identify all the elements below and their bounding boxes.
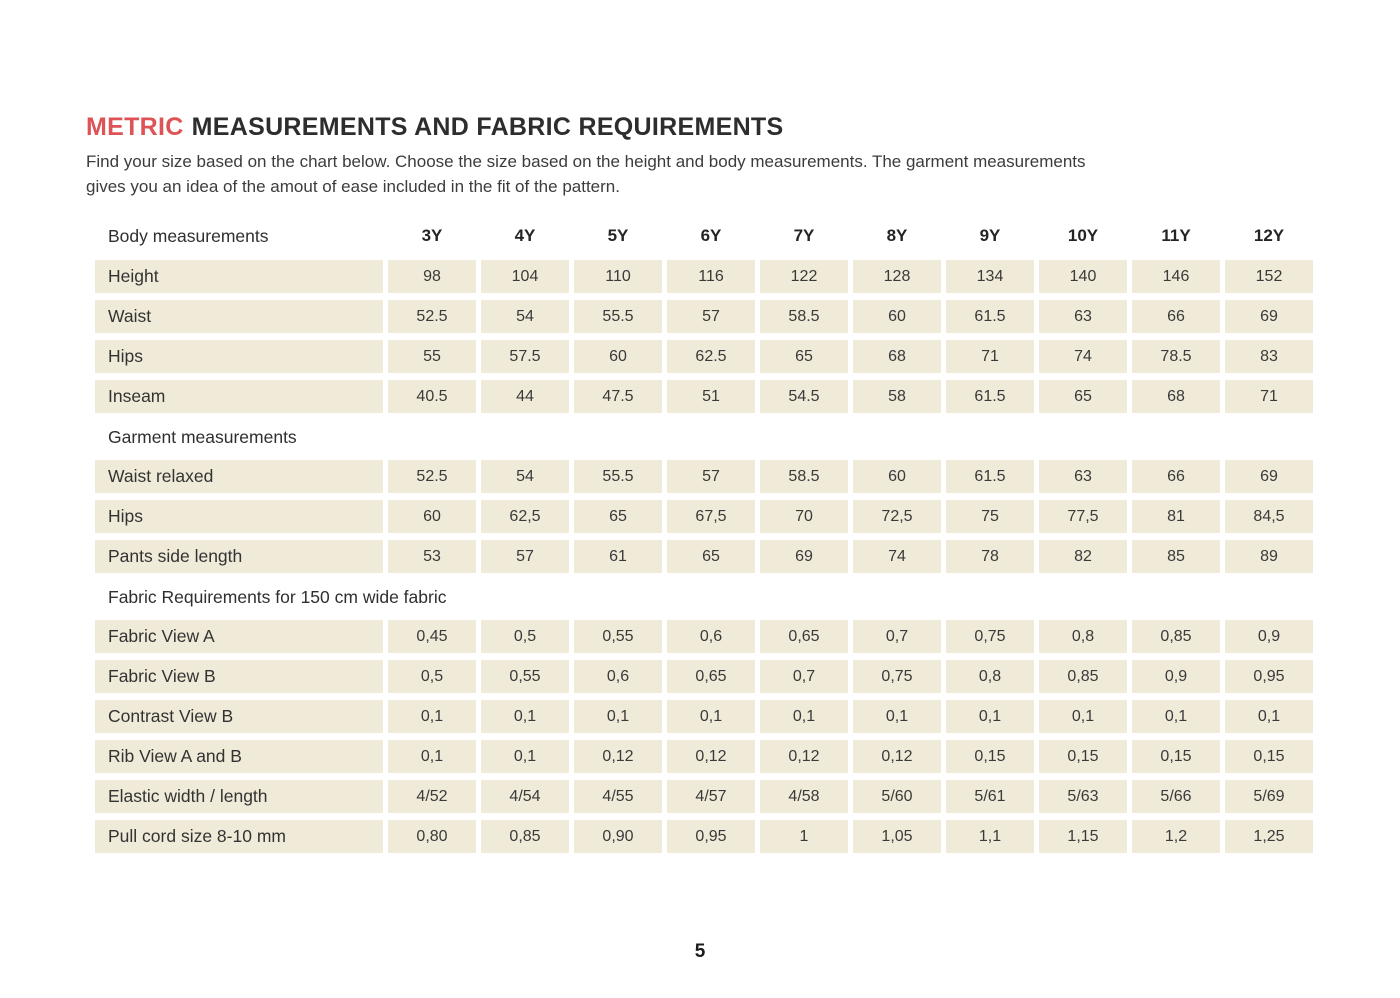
- value-cell: 67,5: [667, 500, 755, 533]
- value-cell: 1,1: [946, 820, 1034, 853]
- value-cell: 78: [946, 540, 1034, 573]
- value-cell: 122: [760, 260, 848, 293]
- value-cell: 63: [1039, 460, 1127, 493]
- value-cell: 0,6: [574, 660, 662, 693]
- value-cell: 82: [1039, 540, 1127, 573]
- page-number: 5: [694, 941, 706, 962]
- value-cell: 60: [853, 460, 941, 493]
- value-cell: 98: [388, 260, 476, 293]
- value-cell: 0,95: [667, 820, 755, 853]
- value-cell: 0,1: [1039, 700, 1127, 733]
- table-row: [95, 780, 1313, 813]
- value-cell: 134: [946, 260, 1034, 293]
- size-column-header: 6Y: [700, 226, 722, 245]
- value-cell: 104: [481, 260, 569, 293]
- page-title: [86, 113, 1314, 141]
- value-cell: 65: [667, 540, 755, 573]
- value-cell: 74: [1039, 340, 1127, 373]
- title-accent: METRIC: [86, 113, 184, 141]
- value-cell: 0,1: [388, 700, 476, 733]
- size-column-header: 3Y: [421, 226, 443, 245]
- value-cell: 0,85: [481, 820, 569, 853]
- value-cell: 52.5: [388, 460, 476, 493]
- value-cell: 0,12: [667, 740, 755, 773]
- page-content: [86, 113, 1314, 860]
- value-cell: 4/52: [388, 780, 476, 813]
- value-cell: 0,1: [481, 700, 569, 733]
- value-cell: 69: [1225, 300, 1313, 333]
- value-cell: 0,12: [574, 740, 662, 773]
- value-cell: 116: [667, 260, 755, 293]
- value-cell: 54.5: [760, 380, 848, 413]
- value-cell: 58.5: [760, 460, 848, 493]
- value-cell: 77,5: [1039, 500, 1127, 533]
- table-header-label: Body measurements: [108, 225, 269, 246]
- value-cell: 65: [1039, 380, 1127, 413]
- value-cell: 40.5: [388, 380, 476, 413]
- value-cell: 0,15: [1039, 740, 1127, 773]
- value-cell: 0,85: [1132, 620, 1220, 653]
- value-cell: 110: [574, 260, 662, 293]
- value-cell: 68: [853, 340, 941, 373]
- value-cell: 0,9: [1132, 660, 1220, 693]
- value-cell: 57: [667, 300, 755, 333]
- value-cell: 55: [388, 340, 476, 373]
- value-cell: 53: [388, 540, 476, 573]
- value-cell: 5/66: [1132, 780, 1220, 813]
- row-label: Contrast View B: [95, 700, 383, 733]
- value-cell: 0,1: [1225, 700, 1313, 733]
- value-cell: 62,5: [481, 500, 569, 533]
- section-header: Fabric Requirements for 150 cm wide fabric: [108, 586, 447, 607]
- value-cell: 65: [760, 340, 848, 373]
- value-cell: 61.5: [946, 300, 1034, 333]
- value-cell: 0,75: [853, 660, 941, 693]
- table-row: [95, 260, 1313, 293]
- value-cell: 4/55: [574, 780, 662, 813]
- row-label: Inseam: [95, 380, 383, 413]
- table-row: [95, 820, 1313, 853]
- value-cell: 0,90: [574, 820, 662, 853]
- value-cell: 0,15: [1132, 740, 1220, 773]
- value-cell: 0,1: [760, 700, 848, 733]
- size-table: [95, 221, 1313, 853]
- value-cell: 152: [1225, 260, 1313, 293]
- value-cell: 61.5: [946, 460, 1034, 493]
- intro-line-2: gives you an idea of the amout of ease included in the fit of the pattern.: [86, 177, 620, 196]
- value-cell: 1,25: [1225, 820, 1313, 853]
- size-column-header: 4Y: [514, 226, 536, 245]
- value-cell: 5/60: [853, 780, 941, 813]
- intro-text: [86, 149, 1314, 199]
- value-cell: 4/54: [481, 780, 569, 813]
- table-row: [95, 500, 1313, 533]
- table-row: [95, 300, 1313, 333]
- value-cell: 78.5: [1132, 340, 1220, 373]
- row-label: Hips: [95, 500, 383, 533]
- value-cell: 55.5: [574, 300, 662, 333]
- value-cell: 57: [481, 540, 569, 573]
- value-cell: 4/58: [760, 780, 848, 813]
- row-label: Pants side length: [95, 540, 383, 573]
- value-cell: 0,1: [481, 740, 569, 773]
- value-cell: 0,5: [388, 660, 476, 693]
- row-label: Elastic width / length: [95, 780, 383, 813]
- value-cell: 70: [760, 500, 848, 533]
- row-label: Hips: [95, 340, 383, 373]
- value-cell: 0,7: [853, 620, 941, 653]
- row-label: Height: [95, 260, 383, 293]
- value-cell: 75: [946, 500, 1034, 533]
- table-row: [95, 540, 1313, 573]
- value-cell: 61.5: [946, 380, 1034, 413]
- value-cell: 0,55: [481, 660, 569, 693]
- value-cell: 52.5: [388, 300, 476, 333]
- value-cell: 0,95: [1225, 660, 1313, 693]
- value-cell: 4/57: [667, 780, 755, 813]
- value-cell: 81: [1132, 500, 1220, 533]
- value-cell: 0,1: [667, 700, 755, 733]
- value-cell: 0,65: [760, 620, 848, 653]
- value-cell: 54: [481, 300, 569, 333]
- value-cell: 55.5: [574, 460, 662, 493]
- value-cell: 1,15: [1039, 820, 1127, 853]
- row-label: Waist relaxed: [95, 460, 383, 493]
- value-cell: 66: [1132, 460, 1220, 493]
- value-cell: 60: [574, 340, 662, 373]
- title-rest: MEASUREMENTS AND FABRIC REQUIREMENTS: [191, 113, 784, 141]
- row-label: Fabric View A: [95, 620, 383, 653]
- table-row: [95, 460, 1313, 493]
- value-cell: 51: [667, 380, 755, 413]
- row-label: Waist: [95, 300, 383, 333]
- value-cell: 47.5: [574, 380, 662, 413]
- section-header-row: [95, 421, 1313, 453]
- value-cell: 0,1: [1132, 700, 1220, 733]
- value-cell: 63: [1039, 300, 1127, 333]
- size-column-header: 12Y: [1253, 226, 1285, 245]
- table-row: [95, 380, 1313, 413]
- value-cell: 83: [1225, 340, 1313, 373]
- row-label: Rib View A and B: [95, 740, 383, 773]
- value-cell: 57: [667, 460, 755, 493]
- value-cell: 128: [853, 260, 941, 293]
- value-cell: 69: [1225, 460, 1313, 493]
- value-cell: 54: [481, 460, 569, 493]
- value-cell: 0,80: [388, 820, 476, 853]
- table-row: [95, 700, 1313, 733]
- value-cell: 0,85: [1039, 660, 1127, 693]
- value-cell: 58: [853, 380, 941, 413]
- value-cell: 0,15: [946, 740, 1034, 773]
- value-cell: 0,8: [1039, 620, 1127, 653]
- row-label: Pull cord size 8-10 mm: [95, 820, 383, 853]
- size-column-header: 5Y: [607, 226, 629, 245]
- value-cell: 89: [1225, 540, 1313, 573]
- table-row: [95, 620, 1313, 653]
- size-column-header: 10Y: [1067, 226, 1099, 245]
- value-cell: 5/61: [946, 780, 1034, 813]
- value-cell: 85: [1132, 540, 1220, 573]
- value-cell: 0,1: [946, 700, 1034, 733]
- value-cell: 61: [574, 540, 662, 573]
- section-header: Garment measurements: [108, 426, 297, 447]
- size-column-header: 8Y: [886, 226, 908, 245]
- table-header-row: [95, 221, 1313, 251]
- value-cell: 60: [853, 300, 941, 333]
- value-cell: 84,5: [1225, 500, 1313, 533]
- row-label: Fabric View B: [95, 660, 383, 693]
- table-row: [95, 740, 1313, 773]
- intro-line-1: Find your size based on the chart below. Choose the size based on the height and body measurements. The garment measurements: [86, 152, 1086, 171]
- value-cell: 1,2: [1132, 820, 1220, 853]
- value-cell: 71: [1225, 380, 1313, 413]
- value-cell: 0,65: [667, 660, 755, 693]
- value-cell: 65: [574, 500, 662, 533]
- value-cell: 0,1: [388, 740, 476, 773]
- section-header-row: [95, 581, 1313, 613]
- table-row: [95, 340, 1313, 373]
- value-cell: 0,15: [1225, 740, 1313, 773]
- value-cell: 58.5: [760, 300, 848, 333]
- value-cell: 69: [760, 540, 848, 573]
- value-cell: 5/69: [1225, 780, 1313, 813]
- value-cell: 0,5: [481, 620, 569, 653]
- value-cell: 74: [853, 540, 941, 573]
- size-column-header: 7Y: [793, 226, 815, 245]
- value-cell: 146: [1132, 260, 1220, 293]
- value-cell: 0,7: [760, 660, 848, 693]
- value-cell: 44: [481, 380, 569, 413]
- value-cell: 1,05: [853, 820, 941, 853]
- value-cell: 0,12: [760, 740, 848, 773]
- value-cell: 0,1: [574, 700, 662, 733]
- value-cell: 0,8: [946, 660, 1034, 693]
- value-cell: 57.5: [481, 340, 569, 373]
- value-cell: 68: [1132, 380, 1220, 413]
- value-cell: 71: [946, 340, 1034, 373]
- value-cell: 140: [1039, 260, 1127, 293]
- value-cell: 5/63: [1039, 780, 1127, 813]
- value-cell: 0,12: [853, 740, 941, 773]
- value-cell: 62.5: [667, 340, 755, 373]
- value-cell: 0,6: [667, 620, 755, 653]
- value-cell: 72,5: [853, 500, 941, 533]
- value-cell: 1: [760, 820, 848, 853]
- size-column-header: 9Y: [979, 226, 1001, 245]
- value-cell: 60: [388, 500, 476, 533]
- table-row: [95, 660, 1313, 693]
- value-cell: 0,1: [853, 700, 941, 733]
- value-cell: 66: [1132, 300, 1220, 333]
- value-cell: 0,9: [1225, 620, 1313, 653]
- value-cell: 0,45: [388, 620, 476, 653]
- value-cell: 0,55: [574, 620, 662, 653]
- size-column-header: 11Y: [1161, 226, 1191, 245]
- value-cell: 0,75: [946, 620, 1034, 653]
